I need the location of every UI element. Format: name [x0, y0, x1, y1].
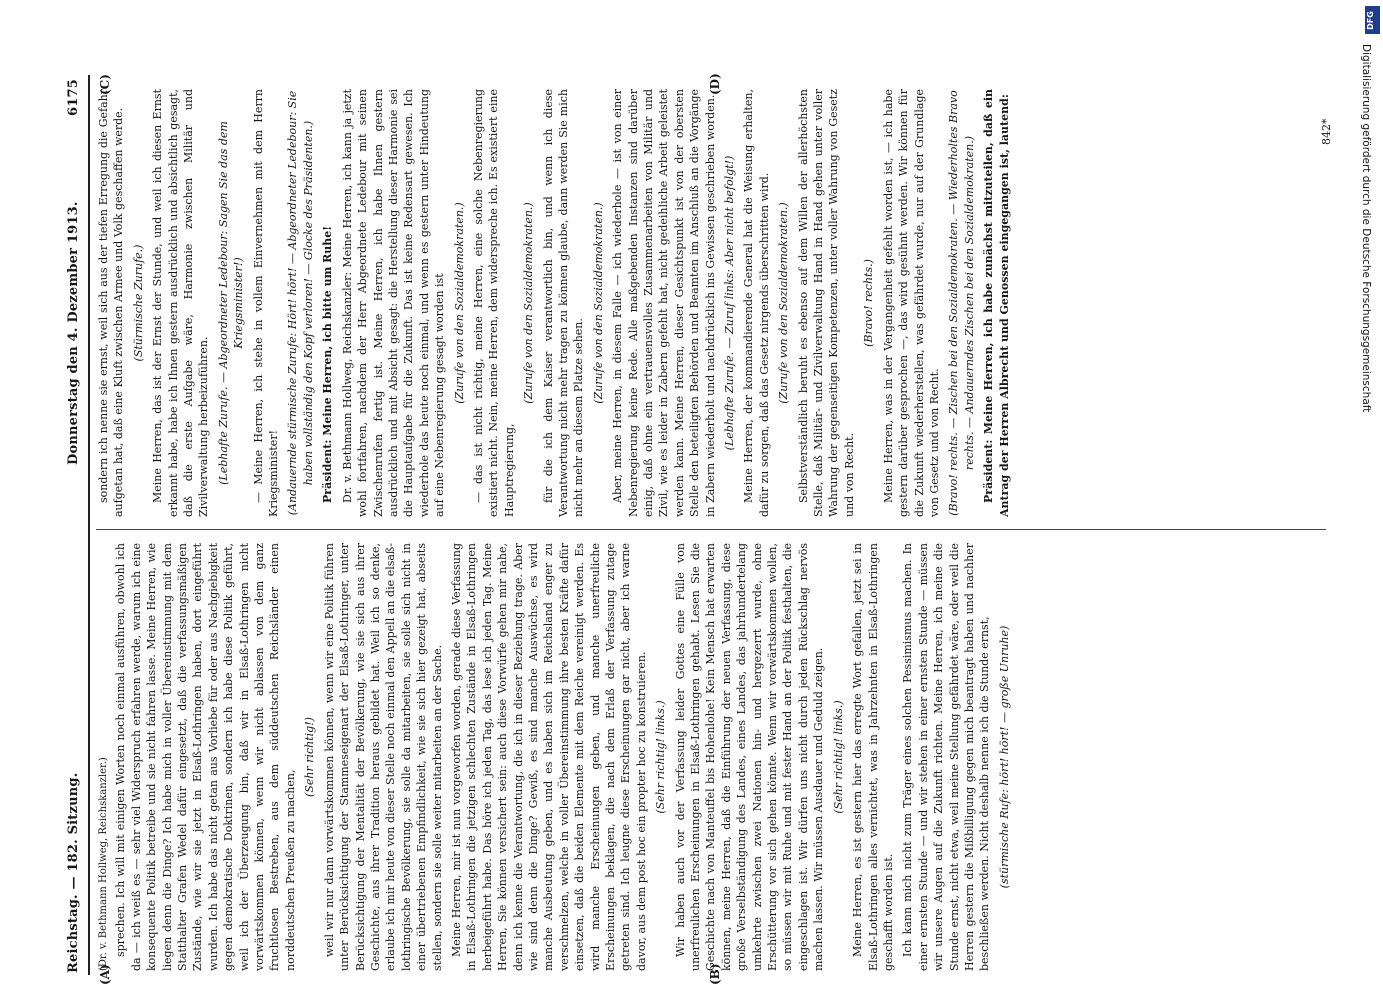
page-header — [58, 65, 90, 985]
paragraph: Aber, meine Herren, in diesem Falle — ich wiederhole — ist von einer Nebenregierung keine Rede. Alle maßgebenden Instanzen sind darüber einig, daß ohne ein vertrauensvolles Zusammenarbeiten von Militär und Zivil, wie es leider in Zabern gefehlt hat, nicht gedeihliche Arbeit geleistet werden kann. Meine Herren, dieser Gesichtspunkt ist von der obersten Stelle den beteiligten Behörden und Beamten im Anschluß an die Vorgänge in Zabern wiederholt und nachdrücklich ins Gewissen geschrieben worden. — [611, 89, 717, 517]
paragraph: — das ist nicht richtig, meine Herren, eine solche Nebenregierung existiert nicht. Nein, meine Herren, dem widerspreche ich. Es existiert eine Hauptregierung, — [471, 89, 516, 517]
column-divider — [96, 529, 1326, 530]
paragraph: Ich kann mich nicht zum Träger eines solchen Pessimismus machen. In einer ernsten Stunde — und wir stehen in einer ernsten Stunde — müssen wir unsere Augen auf die Zukunft richten. Meine Herren, ich meine die Stunde ernst, nicht etwa, weil meine Stellung gefährdet wäre, oder weil die Herren gestern die Mißbilligung gegen mich beantragt haben und nachher beschließen werden. Nicht deshalb nenne ich die Stunde ernst, — [901, 543, 992, 971]
paragraph: für die ich dem Kaiser verantwortlich bin, und wenn ich diese Verantwortung nicht mehr tragen zu können glaube, dann werden Sie mich nicht mehr an diesem Platze sehen. — [541, 89, 586, 517]
rotated-page — [58, 65, 1353, 985]
paragraph: weil wir nur dann vorwärtskommen können, wenn wir eine Politik führen unter Berücksichtigung der Stammeseigenart der Elsaß-Lothringer, unter Berücksichtigung der Mentalität der Bevölkerung, wie sie sich aus ihrer Geschichte, aus ihrer Tradition heraus gebildet hat. Weil ich so denke, erlaube ich mir heute von dieser Stelle noch einmal den Appell an die elsaß-lothringische Bevölkerung, sie solle da mitarbeiten, sie solle sich nicht in einer übertriebenen Empfindlichkeit, wie sie sich hier gezeigt hat, abseits stellen, sondern sie solle weiter mitarbeiten an der Sache. — [322, 543, 444, 971]
interjection: (Zurufe von den Sozialdemokraten.) — [591, 202, 605, 404]
paragraph: Meine Herren, es ist gestern hier das erregte Wort gefallen, jetzt sei in Elsaß-Lothringen alles vernichtet, was in Jahrzehnten in Elsaß-Lothringen geschafft worden ist. — [851, 543, 895, 971]
speaker-line: (Dr. v. Bethmann Hollweg, Reichskanzler.) — [98, 757, 109, 971]
interjection: (Lebhafte Zurufe. — Abgeordneter Ledebour: Sagen Sie das dem Kriegsminister!) — [216, 121, 246, 485]
interjection: (Sehr richtig! links.) — [831, 700, 845, 814]
paragraph: Meine Herren, der kommandierende General hat die Weisung erhalten, dafür zu sorgen, daß das Gesetz nirgends überschritten wird. — [742, 89, 771, 517]
interjection: (Zurufe von den Sozialdemokraten.) — [452, 202, 466, 404]
paragraph: sondern ich nenne sie ernst, weil sich aus der tiefen Erregung die Gefahr aufgetan hat, daß eine Kluft zwischen Armee und Volk geschaffen werde. — [97, 89, 126, 517]
paragraph: Meine Herren, das ist der Ernst der Stunde, und weil ich diesen Ernst erkannt habe, habe ich Ihnen gestern ausdrücklich und absichtlich gesagt, daß die erste Aufgabe wäre, Harmonie zwischen Militär und Zivilverwaltung herbeizuführen. — [151, 89, 211, 517]
margin-marker-b: (B) — [708, 963, 722, 985]
paragraph: Dr. v. Bethmann Hollweg, Reichskanzler: Meine Herren, ich kann ja jetzt wohl fortfahren, nachdem der Herr Abgeordnete Ledebour mit seinen Zwischenrufen fertig ist. Meine Herren, ich habe Ihnen gestern ausdrücklich und mit Absicht gesagt: die Herstellung dieser Harmonie sei die Hauptaufgabe für die Zukunft. Das ist keine Redensart gewesen. Ich wiederhole das heute noch einmal, und wenn es gestern unter Hindeutung auf eine Nebenregierung gesagt worden ist — [340, 89, 447, 517]
margin-marker-d: (D) — [708, 73, 722, 95]
interjection: (Zurufe von den Sozialdemokraten.) — [522, 202, 536, 404]
header-rule — [88, 75, 90, 975]
interjection: (Bravo! rechts. — Zischen bei den Sozialdemokraten. — Wiederholtes Bravo rechts. — Andauerndes Zischen bei den Sozialdemokraten.) — [947, 90, 976, 516]
paragraph: — Meine Herren, ich stehe in vollem Einvernehmen mit dem Herrn Kriegsminister! — [251, 89, 281, 517]
president-line: Präsident: Meine Herren, ich habe zunächst mitzuteilen, daß ein Antrag der Herren Albrecht und Genossen eingegangen ist, lautend: — [982, 89, 1011, 517]
digitization-credit: Digitalisierung gefördert durch die Deutsche Forschungsgemeinschaft — [1360, 44, 1372, 413]
paragraph: Wir haben auch vor der Verfassung leider Gottes eine Fülle von unerfreulichen Erscheinungen in Elsaß-Lothringen gehabt. Lesen Sie die Geschichte nach von Manteuffel bis Hohenlohe! Kein Mensch hat erwarten können, meine Herren, daß die Einführung der neuen Verfassung, diese große Verselbständigung des Landes, eines Landes, das jahrhundertelang umkehrte zwischen zwei Nationen hin- und hergezerrt wurde, ohne Erschütterung vor sich gehen könnte. Wenn wir vorwärtskommen wollen, so müssen wir mit Ruhe und mit fester Hand an der Politik festhalten, die eingeschlagen ist. Wir dürfen uns nicht durch jeden Rückschlag nervös machen lassen. Wir müssen Ausdauer und Geduld zeigen. — [673, 543, 826, 971]
dfg-logo: DFG — [1365, 6, 1380, 34]
right-column — [96, 89, 1336, 517]
interjection: (Zurufe von den Sozialdemokraten.) — [777, 202, 791, 404]
president-line: Präsident: Meine Herren, ich bitte um Ruhe! — [321, 225, 335, 503]
paragraph: Selbstverständlich beruht es ebenso auf dem Willen der allerhöchsten Stelle, daß Militär- und Zivilverwaltung Hand in Hand gehen unter voller Wahrung der gegenseitigen Kompetenzen, unter voller Wahrung von Gesetz und von Recht. — [796, 89, 856, 517]
header-session: Reichstag. — 182. Sitzung. — [66, 772, 81, 973]
interjection: (Andauernde stürmische Zurufe: Hört! hört! — Abgeordneter Ledebour: Sie haben vollständig den Kopf verloren! — Glocke des Präsidenten.) — [286, 90, 315, 516]
footnote-mark: 842* — [1320, 118, 1333, 145]
header-date: Donnerstag den 4. Dezember 1913. — [66, 201, 81, 465]
paragraph: Meine Herren, mir ist nun vorgeworfen worden, gerade diese Verfassung in Elsaß-Lothringen die jetzigen schlechten Zustände in Elsaß-Lothringen herbeigeführt habe. Das höre ich jeden Tag, das lese ich jeden Tag. Meine Herren, Sie können versichert sein: auch diese Vorwürfe gehen mir nahe, denn ich kenne die Verantwortung, die ich in dieser Beziehung trage. Aber wie sind denn die Dinge? Gewiß, es sind manche Auswüchse, es wird manche Ausbeutung geben, und es haben sich im Reichsland enger zu verschmelzen, welche in voller Übereinstimmung ihre besten Kräfte dafür einsetzen, daß die beiden Elemente mit dem Reiche vereinigt werden. Es wird manche Erscheinungen geben, und manche unerfreuliche Erscheinungen beklagen, die nach dem Erlaß der Verfassung zutage getreten sind. Ich leugne diese Erscheinungen gar nicht, aber ich warne davor, aus dem post hoc ein propter hoc zu konstruieren. — [449, 543, 648, 971]
interjection: (Bravo! rechts.) — [862, 259, 876, 347]
left-column — [96, 543, 1336, 971]
interjection: (Stürmische Zurufe.) — [131, 244, 145, 362]
margin-marker-c: (C) — [98, 74, 112, 95]
margin-marker-a: (A) — [98, 964, 112, 985]
interjection: (Sehr richtig! links.) — [654, 700, 668, 814]
paragraph: Meine Herren, was in der Vergangenheit gefehlt worden ist, — ich habe gestern darüber gesprochen —, das wird gesühnt werden. Wir können für die Zukunft wiederherstellen, was gefährdet wurde, nur auf der Grundlage von Gesetz und von Recht. — [881, 89, 941, 517]
interjection: (stürmische Rufe: hört! hört! — große Unruhe) — [997, 625, 1011, 889]
paragraph: sprechen. Ich will mit einigen Worten noch einmal ausführen, obwohl ich da — ich weiß es — sehr viel Widerspruch erfahren werde, warum ich eine konsequente Politik betreibe und sie nicht fahren lasse. Meine Herren, wie liegen denn die Dinge? Ich habe mich in voller Übereinstimmung mit dem Statthalter Grafen Wedel dafür eingesetzt, daß die verfassungsmäßigen Zustände, wie wir sie jetzt in Elsaß-Lothringen haben, dort eingeführt wurden. Ich habe das nicht getan aus Vorliebe für oder aus Nachgiebigkeit gegen demokratische Doktrinen, sondern ich habe diese Politik geführt, weil ich der Überzeugung bin, daß wir in Elsaß-Lothringen nicht vorwärtskommen können, wenn wir nicht ablassen von dem ganz fruchtlosen Bestreben, aus dem süddeutschen Reichsländer einen norddeutschen Preußen zu machen, — [114, 543, 297, 971]
page-number: 6175 — [66, 79, 81, 116]
interjection: (Sehr richtig!) — [303, 717, 317, 797]
interjection: (Lebhafte Zurufe. — Zuruf links: Aber nicht befolgt!) — [723, 155, 737, 451]
